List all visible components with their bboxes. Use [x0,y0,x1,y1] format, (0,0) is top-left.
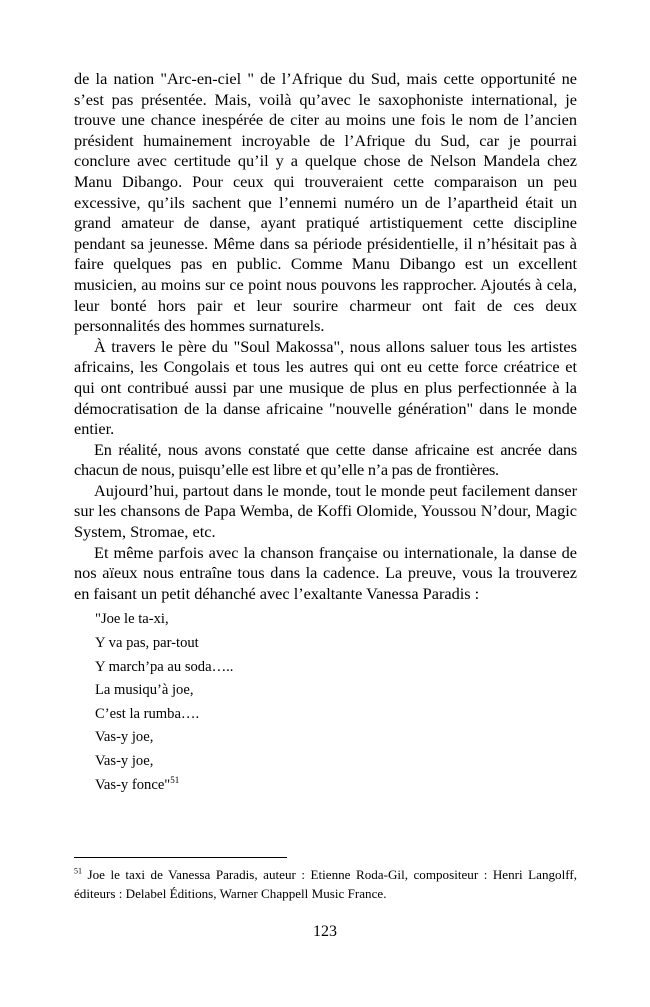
footnote [74,865,577,903]
paragraph-2: À travers le père du "Soul Makossa", nous allons saluer tous les artistes africains, les Congolais et tous les autres qui ont eu cette force créatrice et qui ont contribué aussi par une musique de plus en plus perfectionnée à la démocratisation de la danse africaine "nouvelle génération" dans le monde entier. [74,336,577,439]
lyric-line-text: Vas-y fonce" [95,776,171,793]
paragraph-4: Aujourd’hui, partout dans le monde, tout le monde peut facilement danser sur les chansons de Papa Wemba, de Koffi Olomide, Youssou N’dour, Magic System, Stromae, etc. [74,480,577,542]
footnote-reference[interactable]: 51 [170,774,180,785]
footnote-marker: 51 [74,866,82,876]
lyric-line: La musiqu’à joe, [95,682,194,699]
footnote-divider [74,857,287,858]
lyric-line: C’est la rumba…. [95,705,200,722]
paragraph-1: de la nation "Arc-en-ciel " de l’Afrique du Sud, mais cette opportunité ne s’est pas présentée. Mais, voilà qu’avec le saxophoniste international, je trouve une chance inespérée de citer au moins une fois le nom de l’ancien président humainement incroyable de l’Afrique du Sud, car je pourrai conclure avec certitude qu’il y a quelque chose de Nelson Mandela chez Manu Dibango. Pour ceux qui trouveraient cette comparaison un peu excessive, qu’ils sachent que l’ennemi numéro un de l’apartheid était un grand amateur de danse, ayant pratiqué artistiquement cette discipline pendant sa jeunesse. Même dans sa période présidentielle, il n’hésitait pas à faire quelques pas en public. Comme Manu Dibango est un excellent musicien, au moins sur ce point nous pouvons les rapprocher. Ajoutés à cela, leur bonté hors pair et leur sourire charmeur ont fait de ces deux personnalités des hommes surnaturels. [74,69,577,336]
lyric-line: "Joe le ta-xi, [95,611,169,628]
lyric-line: Y march’pa au soda….. [95,658,234,675]
lyric-line: Vas-y joe, [95,729,154,746]
lyric-line-last [95,774,577,798]
page-body [74,69,577,797]
lyric-line: Y va pas, par-tout [95,635,199,652]
paragraph-3: En réalité, nous avons constaté que cette danse africaine est ancrée dans chacun de nous, puisqu’elle est libre et qu’elle n’a pas de frontières. [74,439,577,480]
page-number: 123 [313,923,337,940]
song-lyrics [95,608,577,797]
lyric-line: Vas-y joe, [95,753,154,769]
paragraph-5: Et même parfois avec la chanson française ou internationale, la danse de nos aïeux nous entraîne tous dans la cadence. La preuve, vous la trouverez en faisant un petit déhanché avec l’exaltante Vanessa Paradis : [74,542,577,603]
footnote-text: Joe le taxi de Vanessa Paradis, auteur : Etienne Roda-Gil, compositeur : Henri Langolff, éditeurs : Delabel Éditions, Warner Chappell Music France. [74,867,577,901]
